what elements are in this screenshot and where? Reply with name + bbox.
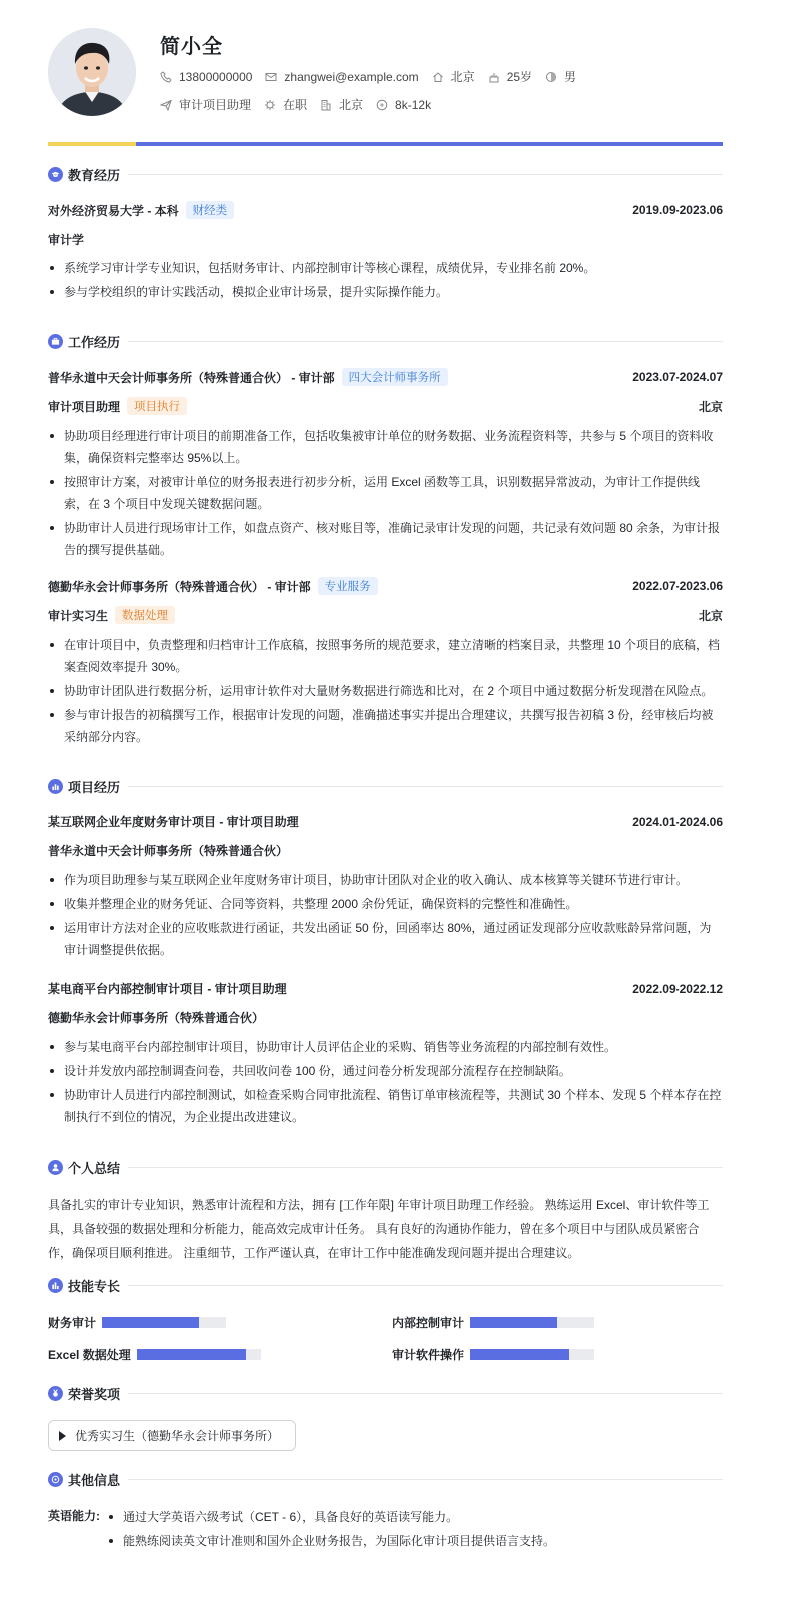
job-company-row xyxy=(48,577,723,595)
company-tag: 四大会计师事务所 xyxy=(342,368,448,386)
list-item: 收集并整理企业的财务凭证、合同等资料，共整理 2000 余份凭证，确保资料的完整性和准确性。 xyxy=(48,893,723,915)
section-rule xyxy=(128,1167,723,1168)
briefcase-icon xyxy=(48,334,63,349)
avatar-photo xyxy=(48,28,136,116)
graduation-cap-icon xyxy=(48,167,63,182)
cake-icon xyxy=(488,71,500,83)
honors-section-header xyxy=(48,1383,723,1403)
contact-row xyxy=(160,68,589,85)
projects-title: 项目经历 xyxy=(68,779,121,795)
english-list xyxy=(106,1505,555,1553)
job-period: 2023.07-2024.07 xyxy=(632,370,723,384)
list-item: 运用审计方法对企业的应收账款进行函证，共发出函证 50 份，回函率达 80%，通过函证发现部分应收款账龄异常问题，为审计调整提供依据。 xyxy=(48,917,723,961)
list-item: 参与某电商平台内部控制审计项目，协助审计人员评估企业的采购、销售等业务流程的内部控制有效性。 xyxy=(48,1036,723,1058)
status-gear-icon xyxy=(264,99,276,111)
skill-item xyxy=(392,1314,594,1331)
project-name: 某互联网企业年度财务审计项目 - 审计项目助理 xyxy=(48,815,299,829)
job-intent-row xyxy=(160,96,444,113)
section-rule xyxy=(128,1285,723,1286)
target-job-item xyxy=(160,96,251,113)
school-tag: 财经类 xyxy=(186,201,235,219)
skill-bar xyxy=(102,1317,226,1328)
skills-title: 技能专长 xyxy=(68,1278,121,1294)
project-period: 2024.01-2024.06 xyxy=(632,814,723,829)
list-item: 参与学校组织的审计实践活动，模拟企业审计场景，提升实际操作能力。 xyxy=(48,281,723,303)
triangle-bullet-icon xyxy=(59,1431,66,1441)
medal-icon xyxy=(48,1386,63,1401)
skill-bar xyxy=(470,1317,594,1328)
header-divider xyxy=(48,142,723,146)
projects-section-header xyxy=(48,776,723,796)
education-title: 教育经历 xyxy=(68,167,121,183)
work-section-header xyxy=(48,331,723,351)
skill-name: 内部控制审计 xyxy=(392,1316,465,1330)
job-bullets xyxy=(48,425,723,563)
project-bullets xyxy=(48,1036,723,1130)
job-city: 北京 xyxy=(698,608,723,623)
role-tag: 项目执行 xyxy=(127,397,187,415)
list-item: 协助项目经理进行审计项目的前期准备工作，包括收集被审计单位的财务数据、业务流程资料等，共参与 5 个项目的资料收集，确保资料完整率达 95%以上。 xyxy=(48,425,723,469)
send-icon xyxy=(160,99,172,111)
resume-page xyxy=(48,0,723,1548)
role-tag: 数据处理 xyxy=(115,606,175,624)
section-rule xyxy=(128,1393,723,1394)
skill-item xyxy=(392,1346,594,1363)
skill-fill xyxy=(470,1317,557,1328)
section-rule xyxy=(128,341,723,342)
job-company-row xyxy=(48,368,723,386)
project-name: 某电商平台内部控制审计项目 - 审计项目助理 xyxy=(48,982,287,996)
job-period: 2022.07-2023.06 xyxy=(632,579,723,593)
mail-icon xyxy=(265,71,277,83)
phone-icon xyxy=(160,71,172,83)
age-item xyxy=(488,68,532,85)
age-text: 25岁 xyxy=(506,70,533,84)
section-rule xyxy=(128,1479,723,1480)
phone-item xyxy=(160,70,252,84)
money-icon xyxy=(376,99,388,111)
school-name: 对外经济贸易大学 - 本科 xyxy=(48,203,179,218)
status-item xyxy=(264,96,307,113)
salary-item xyxy=(376,98,431,112)
company-name: 普华永道中天会计师事务所（特殊普通合伙） - 审计部 xyxy=(48,370,335,385)
status-text: 在职 xyxy=(283,98,308,112)
chart-icon xyxy=(48,779,63,794)
skill-name: Excel 数据处理 xyxy=(48,1348,131,1362)
skill-bar xyxy=(470,1349,594,1360)
skill-item xyxy=(48,1314,226,1331)
project-org-row xyxy=(48,842,723,859)
project-org: 普华永道中天会计师事务所（特殊普通合伙） xyxy=(48,844,289,858)
skill-name: 财务审计 xyxy=(48,1316,97,1330)
list-item: 作为项目助理参与某互联网企业年度财务审计项目，协助审计团队对企业的收入确认、成本核算等关键环节进行审计。 xyxy=(48,869,723,891)
salary-text: 8k-12k xyxy=(395,97,432,112)
target-city-text: 北京 xyxy=(339,98,364,112)
education-bullets xyxy=(48,257,723,305)
job-bullets xyxy=(48,634,723,750)
skills-section-header xyxy=(48,1275,723,1295)
skill-bar xyxy=(137,1349,261,1360)
company-name: 德勤华永会计师事务所（特殊普通合伙） - 审计部 xyxy=(48,579,311,594)
list-item: 设计并发放内部控制调查问卷，共回收问卷 100 份，通过问卷分析发现部分流程存在控制缺陷。 xyxy=(48,1060,723,1082)
job-role-row xyxy=(48,606,723,624)
project-name-row xyxy=(48,813,723,830)
job-role: 审计实习生 xyxy=(48,608,109,623)
list-item: 协助审计团队进行数据分析，运用审计软件对大量财务数据进行筛选和比对，在 2 个项目中通过数据分析发现潜在风险点。 xyxy=(48,680,723,702)
skill-fill xyxy=(102,1317,199,1328)
email-item xyxy=(265,70,418,84)
work-title: 工作经历 xyxy=(68,334,121,350)
target-city-item xyxy=(320,96,363,113)
building-icon xyxy=(320,99,332,111)
skill-item xyxy=(48,1346,261,1363)
gender-item xyxy=(545,68,576,85)
summary-title: 个人总结 xyxy=(68,1160,121,1176)
bar-chart-icon xyxy=(48,1278,63,1293)
education-major-row xyxy=(48,231,723,248)
education-school-row xyxy=(48,201,723,219)
other-section-header xyxy=(48,1469,723,1489)
skill-fill xyxy=(470,1349,569,1360)
award-text: 优秀实习生（德勤华永会计师事务所） xyxy=(75,1429,280,1443)
resume-header xyxy=(48,0,723,148)
award-item[interactable] xyxy=(48,1420,296,1451)
phone-text[interactable]: 13800000000 xyxy=(179,69,253,84)
target-job-text: 审计项目助理 xyxy=(179,98,252,112)
gender-text: 男 xyxy=(564,70,577,84)
candidate-name: 简小全 xyxy=(160,36,223,58)
skill-name: 审计软件操作 xyxy=(392,1348,465,1362)
project-bullets xyxy=(48,869,723,963)
list-item: 按照审计方案，对被审计单位的财务报表进行初步分析，运用 Excel 函数等工具，识别数据异常波动，为审计工作提供线索，在 3 个项目中发现关键数据问题。 xyxy=(48,471,723,515)
user-icon xyxy=(48,1160,63,1175)
list-item: 在审计项目中，负责整理和归档审计工作底稿，按照事务所的规范要求，建立清晰的档案目录，共整理 10 个项目的底稿，档案查阅效率提升 30%。 xyxy=(48,634,723,678)
location-item xyxy=(432,68,475,85)
list-item: 系统学习审计学专业知识，包括财务审计、内部控制审计等核心课程，成绩优异，专业排名前 20%。 xyxy=(48,257,723,279)
section-rule xyxy=(128,174,723,175)
job-role-row xyxy=(48,397,723,415)
list-item: 协助审计人员进行内部控制测试，如检查采购合同审批流程、销售订单审核流程等，共测试 30 个样本、发现 5 个样本存在控制执行不到位的情况，为企业提出改进建议。 xyxy=(48,1084,723,1128)
education-section-header xyxy=(48,164,723,184)
summary-section-header xyxy=(48,1157,723,1177)
header-divider-accent xyxy=(48,142,136,146)
list-item: 协助审计人员进行现场审计工作，如盘点资产、核对账目等，准确记录审计发现的问题，共记录有效问题 80 余条，为审计报告的撰写提供基础。 xyxy=(48,517,723,561)
summary-text: 具备扎实的审计专业知识，熟悉审计流程和方法，拥有 [工作年限] 年审计项目助理工作经验。 熟练运用 Excel、审计软件等工具，具备较强的数据处理和分析能力，能高效完成审计任务。 具有良好的沟通协作能力，曾在多个项目中与团队成员紧密合作，确保项目顺利推进。 注重细节，工作严谨认真，在审计工作中能准确发现问题并提出合理建议。 xyxy=(48,1198,710,1260)
location-text: 北京 xyxy=(450,70,475,84)
project-org: 德勤华永会计师事务所（特殊普通合伙） xyxy=(48,1011,265,1025)
project-org-row xyxy=(48,1009,723,1026)
company-tag: 专业服务 xyxy=(318,577,378,595)
home-icon xyxy=(432,71,444,83)
list-item: 通过大学英语六级考试（CET - 6），具备良好的英语读写能力。 xyxy=(106,1505,555,1529)
info-icon xyxy=(48,1472,63,1487)
english-label: 英语能力: xyxy=(48,1509,100,1523)
skill-fill xyxy=(137,1349,246,1360)
gender-icon xyxy=(545,71,557,83)
other-title: 其他信息 xyxy=(68,1472,121,1488)
project-name-row xyxy=(48,980,723,997)
job-role: 审计项目助理 xyxy=(48,399,121,414)
avatar xyxy=(48,28,136,116)
email-text[interactable]: zhangwei@example.com xyxy=(284,69,419,84)
major-name: 审计学 xyxy=(48,233,85,247)
honors-title: 荣誉奖项 xyxy=(68,1386,121,1402)
job-city: 北京 xyxy=(698,399,723,414)
list-item: 能熟练阅读英文审计准则和国外企业财务报告，为国际化审计项目提供语言支持。 xyxy=(106,1529,555,1553)
education-period: 2019.09-2023.06 xyxy=(632,203,723,217)
section-rule xyxy=(128,786,723,787)
project-period: 2022.09-2022.12 xyxy=(632,981,723,996)
list-item: 参与审计报告的初稿撰写工作，根据审计发现的问题，准确描述事实并提出合理建议，共撰写报告初稿 3 份，经审核后均被采纳部分内容。 xyxy=(48,704,723,748)
